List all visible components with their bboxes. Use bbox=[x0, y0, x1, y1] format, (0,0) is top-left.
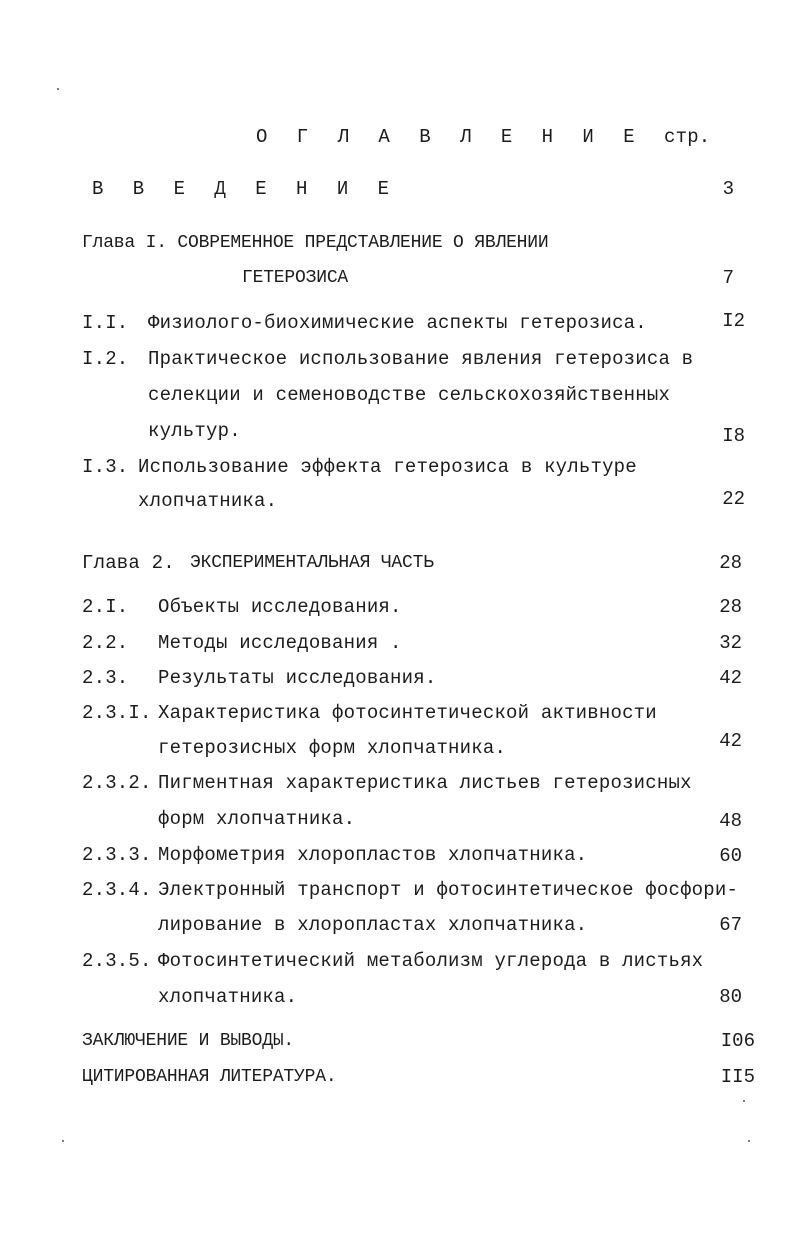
references-label: ЦИТИРОВАННАЯ ЛИТЕРАТУРА. bbox=[82, 1067, 337, 1087]
chapter2-heading: ЭКСПЕРИМЕНТАЛЬНАЯ ЧАСТЬ bbox=[190, 553, 434, 573]
scan-speck bbox=[748, 1140, 750, 1142]
scan-speck bbox=[62, 1140, 64, 1142]
section-title: Объекты исследования. bbox=[158, 596, 402, 618]
section-title: Пигментная характеристика листьев гетерозисных bbox=[158, 772, 692, 794]
section-title: Результаты исследования. bbox=[158, 667, 437, 689]
section-title: Морфометрия хлоропластов хлопчатника. bbox=[158, 844, 588, 866]
section-title-cont: культур. bbox=[148, 420, 241, 442]
section-title-cont: хлопчатника. bbox=[138, 490, 278, 512]
section-title-cont: гетерозисных форм хлопчатника. bbox=[158, 737, 507, 759]
section-title: Физиолого-биохимические аспекты гетерозиса. bbox=[148, 312, 647, 334]
conclusion-page: I06 bbox=[720, 1030, 755, 1052]
section-page: I2 bbox=[722, 310, 745, 332]
toc-title: О Г Л А В Л Е Н И Е bbox=[256, 126, 644, 148]
section-title: Практическое использование явления гетерозиса в bbox=[148, 348, 694, 370]
section-number: I.2. bbox=[82, 348, 129, 370]
section-title-cont: селекции и семеноводстве сельскохозяйственных bbox=[148, 384, 671, 406]
references-page: II5 bbox=[720, 1066, 755, 1088]
section-page: 48 bbox=[719, 810, 742, 832]
section-title: Использование эффекта гетерозиса в культуре bbox=[138, 456, 637, 478]
section-number: I.I. bbox=[82, 312, 129, 334]
section-number: 2.2. bbox=[82, 632, 129, 654]
section-title: Характеристика фотосинтетической активности bbox=[158, 702, 657, 724]
section-page: 32 bbox=[719, 632, 742, 654]
conclusion-label: ЗАКЛЮЧЕНИЕ И ВЫВОДЫ. bbox=[82, 1031, 295, 1051]
section-title-cont: хлопчатника. bbox=[158, 986, 298, 1008]
intro-page: 3 bbox=[722, 178, 734, 200]
section-page: 42 bbox=[719, 730, 742, 752]
section-number: 2.3.3. bbox=[82, 844, 152, 866]
section-title-cont: лирование в хлоропластах хлопчатника. bbox=[158, 914, 588, 936]
chapter1-page: 7 bbox=[722, 267, 734, 289]
page-column-label: стр. bbox=[664, 126, 711, 148]
section-number: 2.3.2. bbox=[82, 772, 152, 794]
section-page: 42 bbox=[719, 667, 742, 689]
section-number: 2.I. bbox=[82, 596, 129, 618]
section-title: Фотосинтетический метаболизм углерода в листьях bbox=[158, 950, 704, 972]
section-page: 60 bbox=[719, 845, 742, 867]
section-title: Методы исследования . bbox=[158, 632, 402, 654]
section-number: 2.3.I. bbox=[82, 702, 152, 724]
chapter1-heading-cont: ГЕТЕРОЗИСА bbox=[242, 268, 349, 288]
section-title-cont: форм хлопчатника. bbox=[158, 808, 356, 830]
section-number: I.3. bbox=[82, 456, 129, 478]
section-title: Электронный транспорт и фотосинтетическое фосфори- bbox=[158, 879, 739, 901]
section-page: 22 bbox=[722, 488, 745, 510]
scan-speck bbox=[743, 1100, 745, 1102]
scan-speck bbox=[57, 88, 59, 90]
section-page: I8 bbox=[722, 425, 745, 447]
chapter1-heading: Глава I. СОВРЕМЕННОЕ ПРЕДСТАВЛЕНИЕ О ЯВЛЕНИИ bbox=[82, 233, 549, 253]
section-page: 28 bbox=[719, 596, 742, 618]
section-number: 2.3. bbox=[82, 667, 129, 689]
chapter2-prefix: Глава 2. bbox=[82, 552, 175, 574]
chapter2-page: 28 bbox=[719, 552, 742, 574]
section-number: 2.3.5. bbox=[82, 950, 152, 972]
section-page: 67 bbox=[719, 914, 742, 936]
section-page: 80 bbox=[719, 986, 742, 1008]
intro-label: В В Е Д Е Н И Е bbox=[92, 178, 399, 200]
section-number: 2.3.4. bbox=[82, 879, 152, 901]
